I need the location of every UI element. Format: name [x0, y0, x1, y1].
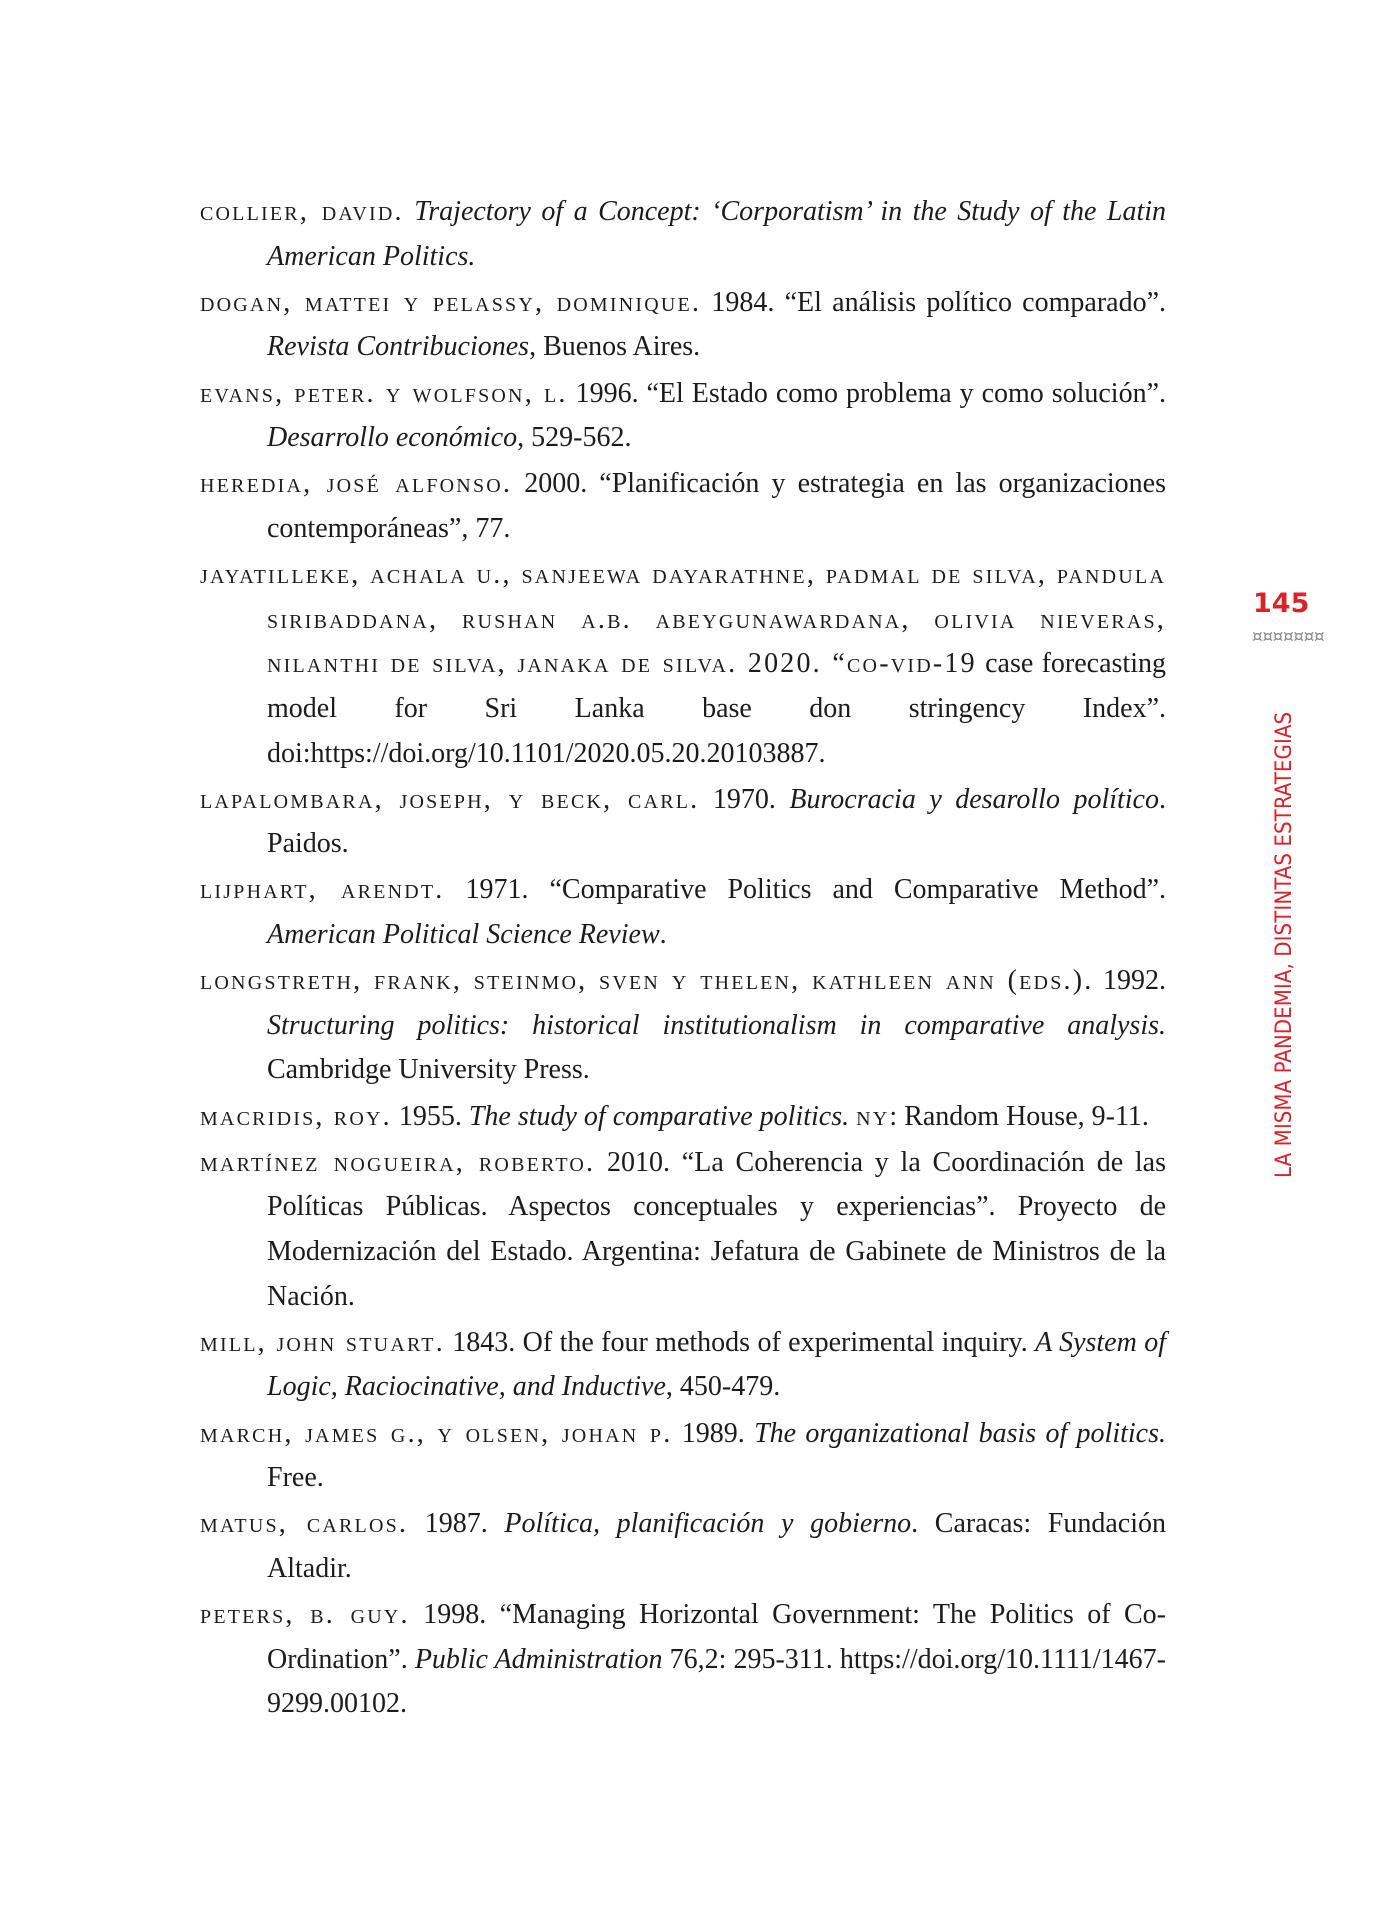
- reference-entry: [200, 778, 1166, 867]
- reference-author: ny: [856, 1100, 890, 1132]
- reference-title: Structuring politics: historical institutionalism in comparative analysis.: [267, 1009, 1166, 1041]
- ornament-divider: ¤¤¤¤¤¤¤: [1252, 627, 1325, 647]
- page-sidebar: [1252, 588, 1376, 647]
- reference-text: : Random House, 9-11.: [889, 1100, 1149, 1132]
- reference-text: . Caracas: Fundación Altadir.: [267, 1508, 1167, 1584]
- reference-text: Cambridge University Press.: [267, 1054, 590, 1086]
- reference-text: Free.: [267, 1462, 324, 1494]
- reference-author: macridis, roy.: [200, 1100, 392, 1132]
- reference-author: dogan, mattei y pelassy, dominique.: [200, 286, 702, 318]
- reference-text: 1843. Of the four methods of experimental inquiry.: [444, 1326, 1036, 1358]
- reference-title: Desarrollo económico: [267, 422, 518, 454]
- reference-entry: [200, 1593, 1166, 1727]
- reference-author: heredia, josé alfonso.: [200, 468, 513, 500]
- reference-entry: [200, 1141, 1166, 1319]
- reference-title: Trajectory of a Concept: ‘Corporatism’ in the Study of the Latin American Politics.: [267, 196, 1166, 272]
- reference-author: lijphart, arendt.: [200, 874, 445, 906]
- reference-title: Burocracia y desarollo político: [789, 783, 1159, 815]
- reference-text: 1996. “El Estado como problema y como solución”.: [567, 377, 1167, 409]
- reference-author: longstreth, frank, steinmo, sven y thelen, kathleen ann (eds.).: [200, 965, 1094, 997]
- reference-author: mill, john stuart.: [200, 1326, 445, 1358]
- reference-author: collier, david.: [200, 196, 404, 227]
- reference-text: 1992.: [1093, 965, 1166, 997]
- reference-text: 1955.: [391, 1100, 469, 1132]
- reference-text: 1970.: [699, 783, 790, 815]
- reference-text: 2010. “La Coherencia y la Coordinación de las Políticas Públicas. Aspectos conceptuales y experiencias”. Proyecto de Modernización del Estado. Argentina: Jefatura de Gabinete de Ministros de la Nación.: [267, 1146, 1166, 1312]
- reference-title: Revista Contribuciones: [267, 331, 530, 363]
- reference-entry: [200, 553, 1166, 776]
- reference-text: .: [659, 919, 667, 951]
- reference-author: march, james g., y olsen, johan p.: [200, 1417, 673, 1449]
- reference-entry: [200, 868, 1166, 957]
- reference-text: 1987.: [408, 1508, 505, 1540]
- reference-title: The organizational basis of politics.: [754, 1417, 1166, 1449]
- reference-text: 1971. “Comparative Politics and Comparative Method”.: [444, 874, 1166, 906]
- reference-entry: [200, 1321, 1166, 1410]
- reference-text: , Buenos Aires.: [529, 331, 701, 363]
- reference-title: Public Administration: [414, 1643, 663, 1675]
- reference-entry: [200, 462, 1166, 551]
- reference-title: The study of comparative politics.: [468, 1100, 850, 1132]
- reference-text: , 529-562.: [517, 422, 632, 454]
- reference-text: case forecasting model for Sri Lanka base don stringency Index”. doi:https://doi.org/10.1101/2020.05.20.20103887.: [267, 648, 1166, 769]
- reference-author: martínez nogueira, roberto.: [200, 1146, 596, 1178]
- reference-text: 1998. “Managing Horizontal Government: The Politics of Co-Ordination”.: [267, 1599, 1166, 1675]
- reference-text: 1989.: [672, 1417, 755, 1449]
- reference-entry: [200, 1412, 1166, 1501]
- reference-entry: [200, 959, 1166, 1093]
- reference-list: [200, 190, 1166, 1729]
- reference-entry: [200, 372, 1166, 461]
- reference-text: 76,2: 295-311. https://doi.org/10.1111/1467-9299.00102.: [267, 1643, 1166, 1720]
- reference-text: [404, 196, 414, 227]
- reference-entry: [200, 1502, 1166, 1591]
- reference-author: matus, carlos.: [200, 1508, 409, 1540]
- reference-author: evans, peter. y wolfson, l.: [200, 377, 568, 409]
- reference-author: peters, b. guy.: [200, 1599, 410, 1631]
- reference-entry: [200, 281, 1166, 370]
- reference-author: lapalombara, joseph, y beck, carl.: [200, 783, 700, 815]
- page-number: 145: [1253, 588, 1310, 619]
- reference-text: , 450-479.: [665, 1371, 781, 1403]
- reference-text: 2000. “Planificación y estrategia en las organizaciones contemporáneas”, 77.: [267, 468, 1167, 544]
- reference-entry: [200, 190, 1166, 279]
- reference-title: American Political Science Review: [267, 919, 660, 951]
- reference-entry: [200, 1095, 1166, 1140]
- reference-title: A System of Logic, Raciocinative, and Inductive: [267, 1326, 1166, 1403]
- reference-text: . Paidos.: [267, 783, 1166, 860]
- reference-text: 1984. “El análisis político comparado”.: [701, 286, 1166, 318]
- reference-title: Política, planificación y gobierno: [504, 1508, 912, 1540]
- reference-author: jayatilleke, achala u., sanjeewa dayarathne, padmal de silva, pandula siribaddana, rushan a.b. abeygunawardana, olivia nieveras, nilanthi de silva, janaka de silva. 2020. “co-vid-19: [200, 559, 1166, 680]
- running-title: LA MISMA PANDEMIA, DISTINTAS ESTRATEGIAS: [1272, 711, 1297, 1178]
